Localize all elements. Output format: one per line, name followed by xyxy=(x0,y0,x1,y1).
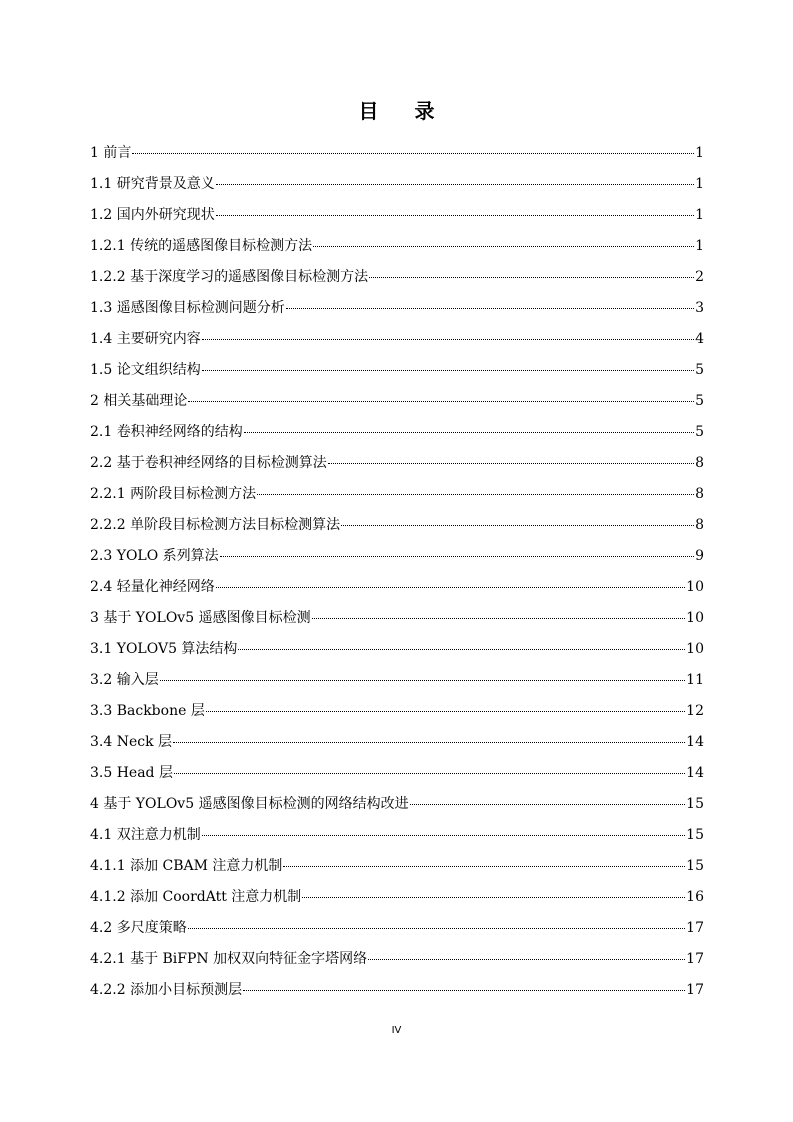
toc-entry-label: 2.2.2 单阶段目标检测方法目标检测算法 xyxy=(90,517,341,533)
toc-entry-page-number: 15 xyxy=(686,827,704,843)
toc-entry[interactable] xyxy=(90,696,704,727)
toc-entry-page-number: 14 xyxy=(686,734,704,750)
toc-dot-leader xyxy=(410,803,686,805)
toc-entry-page-number: 15 xyxy=(686,858,704,874)
toc-entry-page-number: 17 xyxy=(686,920,704,936)
toc-entry-label: 3.3 Backbone 层 xyxy=(90,703,205,719)
toc-entry-page-number: 8 xyxy=(695,486,704,502)
toc-entry[interactable] xyxy=(90,975,704,1006)
toc-dot-leader xyxy=(174,772,685,774)
toc-entry[interactable] xyxy=(90,634,704,665)
toc-entry[interactable] xyxy=(90,324,704,355)
toc-dot-leader xyxy=(286,307,694,309)
toc-dot-leader xyxy=(238,648,685,650)
toc-entry-label: 3.5 Head 层 xyxy=(90,765,173,781)
toc-dot-leader xyxy=(206,710,685,712)
toc-entry[interactable] xyxy=(90,727,704,758)
toc-dot-leader xyxy=(369,276,694,278)
toc-entry-page-number: 5 xyxy=(695,424,704,440)
toc-entry-label: 2.3 YOLO 系列算法 xyxy=(90,548,219,564)
toc-entry-page-number: 3 xyxy=(695,300,704,316)
toc-dot-leader xyxy=(220,555,694,557)
toc-entry-label: 4.2.1 基于 BiFPN 加权双向特征金字塔网络 xyxy=(90,951,368,967)
toc-entry-page-number: 10 xyxy=(686,610,704,626)
toc-entry-page-number: 17 xyxy=(686,951,704,967)
toc-dot-leader xyxy=(132,152,694,154)
toc-entry-label: 3.1 YOLOV5 算法结构 xyxy=(90,641,238,657)
toc-entry-label: 1.4 主要研究内容 xyxy=(90,331,201,347)
toc-entry-page-number: 1 xyxy=(695,145,704,161)
toc-dot-leader xyxy=(313,245,694,247)
toc-entry-page-number: 15 xyxy=(686,796,704,812)
toc-entry-label: 2.1 卷积神经网络的结构 xyxy=(90,424,243,440)
toc-entry[interactable] xyxy=(90,541,704,572)
toc-entry[interactable] xyxy=(90,944,704,975)
toc-dot-leader xyxy=(173,741,685,743)
toc-entry[interactable] xyxy=(90,913,704,944)
toc-entry-page-number: 14 xyxy=(686,765,704,781)
toc-entry[interactable] xyxy=(90,262,704,293)
toc-entry[interactable] xyxy=(90,789,704,820)
table-of-contents xyxy=(90,138,704,1006)
toc-entry[interactable] xyxy=(90,572,704,603)
toc-entry-label: 4 基于 YOLOv5 遥感图像目标检测的网络结构改进 xyxy=(90,796,409,812)
toc-dot-leader xyxy=(312,617,686,619)
toc-entry[interactable] xyxy=(90,820,704,851)
toc-dot-leader xyxy=(216,183,694,185)
toc-entry[interactable] xyxy=(90,882,704,913)
toc-entry-label: 1.2.1 传统的遥感图像目标检测方法 xyxy=(90,238,313,254)
toc-entry-page-number: 10 xyxy=(686,579,704,595)
toc-entry-label: 4.1 双注意力机制 xyxy=(90,827,201,843)
toc-entry-label: 3.2 输入层 xyxy=(90,672,159,688)
toc-entry-page-number: 8 xyxy=(695,455,704,471)
toc-entry[interactable] xyxy=(90,479,704,510)
toc-entry-label: 2 相关基础理论 xyxy=(90,393,188,409)
page-title: 目录 xyxy=(358,99,471,123)
toc-entry-label: 1.3 遥感图像目标检测问题分析 xyxy=(90,300,285,316)
toc-dot-leader xyxy=(160,679,685,681)
toc-dot-leader xyxy=(368,958,685,960)
toc-dot-leader xyxy=(243,989,685,991)
footer-page-number: IV xyxy=(391,1025,402,1036)
toc-dot-leader xyxy=(283,865,685,867)
toc-entry[interactable] xyxy=(90,355,704,386)
toc-dot-leader xyxy=(328,462,694,464)
toc-entry-label: 4.2 多尺度策略 xyxy=(90,920,187,936)
toc-dot-leader xyxy=(302,896,685,898)
toc-entry-label: 1.1 研究背景及意义 xyxy=(90,176,215,192)
toc-dot-leader xyxy=(257,493,694,495)
toc-entry[interactable] xyxy=(90,417,704,448)
toc-entry-label: 2.2 基于卷积神经网络的目标检测算法 xyxy=(90,455,327,471)
toc-entry[interactable] xyxy=(90,200,704,231)
toc-entry-page-number: 2 xyxy=(695,269,704,285)
toc-dot-leader xyxy=(202,834,685,836)
toc-entry[interactable] xyxy=(90,386,704,417)
toc-entry[interactable] xyxy=(90,138,704,169)
toc-entry-label: 1.5 论文组织结构 xyxy=(90,362,201,378)
toc-entry-page-number: 10 xyxy=(686,641,704,657)
toc-entry-page-number: 17 xyxy=(686,982,704,998)
toc-entry[interactable] xyxy=(90,851,704,882)
toc-entry-label: 1.2 国内外研究现状 xyxy=(90,207,215,223)
toc-entry-page-number: 1 xyxy=(695,176,704,192)
toc-dot-leader xyxy=(202,369,694,371)
toc-entry[interactable] xyxy=(90,169,704,200)
toc-entry-page-number: 8 xyxy=(695,517,704,533)
toc-entry[interactable] xyxy=(90,510,704,541)
toc-entry-label: 3 基于 YOLOv5 遥感图像目标检测 xyxy=(90,610,311,626)
toc-entry-page-number: 5 xyxy=(695,362,704,378)
toc-entry[interactable] xyxy=(90,758,704,789)
toc-entry-label: 3.4 Neck 层 xyxy=(90,734,173,750)
toc-entry[interactable] xyxy=(90,448,704,479)
toc-dot-leader xyxy=(341,524,694,526)
toc-entry-page-number: 5 xyxy=(695,393,704,409)
toc-entry-label: 2.4 轻量化神经网络 xyxy=(90,579,215,595)
toc-entry[interactable] xyxy=(90,231,704,262)
toc-entry-page-number: 12 xyxy=(686,703,704,719)
toc-entry-page-number: 4 xyxy=(695,331,704,347)
toc-entry-label: 4.2.2 添加小目标预测层 xyxy=(90,982,243,998)
toc-dot-leader xyxy=(244,431,694,433)
toc-entry-label: 1 前言 xyxy=(90,145,132,161)
toc-entry-page-number: 16 xyxy=(686,889,704,905)
toc-entry-page-number: 9 xyxy=(695,548,704,564)
toc-dot-leader xyxy=(188,927,685,929)
toc-entry[interactable] xyxy=(90,603,704,634)
toc-dot-leader xyxy=(216,586,685,588)
toc-entry-page-number: 1 xyxy=(695,238,704,254)
toc-dot-leader xyxy=(202,338,694,340)
toc-entry-label: 4.1.2 添加 CoordAtt 注意力机制 xyxy=(90,889,302,905)
toc-entry[interactable] xyxy=(90,665,704,696)
toc-entry-label: 4.1.1 添加 CBAM 注意力机制 xyxy=(90,858,283,874)
toc-dot-leader xyxy=(216,214,694,216)
toc-entry-page-number: 11 xyxy=(686,672,704,688)
toc-dot-leader xyxy=(188,400,694,402)
toc-entry-label: 2.2.1 两阶段目标检测方法 xyxy=(90,486,257,502)
toc-entry[interactable] xyxy=(90,293,704,324)
toc-entry-label: 1.2.2 基于深度学习的遥感图像目标检测方法 xyxy=(90,269,369,285)
toc-entry-page-number: 1 xyxy=(695,207,704,223)
